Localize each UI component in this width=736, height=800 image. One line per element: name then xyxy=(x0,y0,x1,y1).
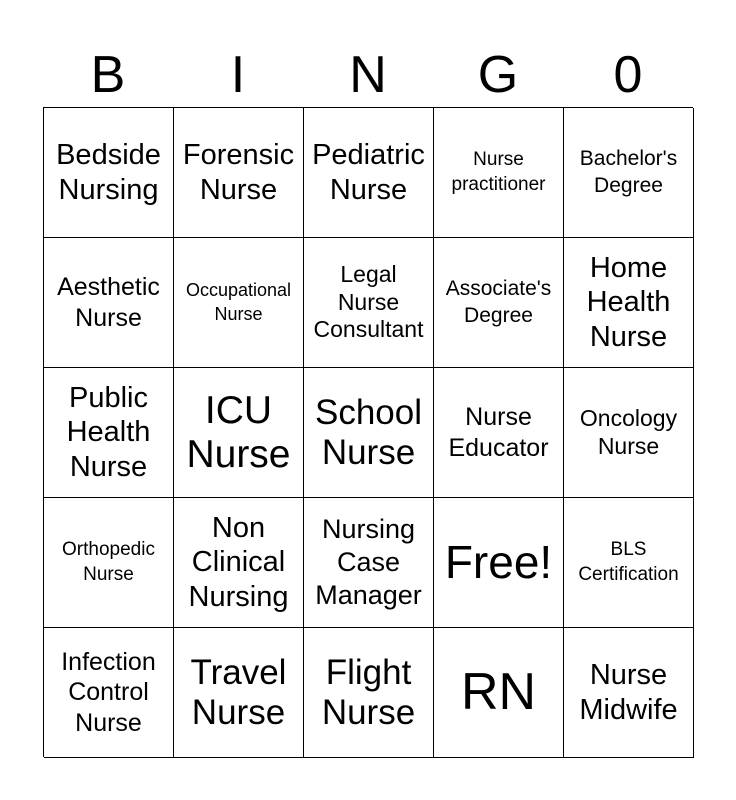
free-space-cell[interactable] xyxy=(434,498,564,628)
cell-label: Infection Control Nurse xyxy=(61,647,156,737)
cell-label: Pediatric Nurse xyxy=(312,139,425,206)
bingo-cell[interactable] xyxy=(434,368,564,498)
bingo-cell[interactable] xyxy=(434,628,564,758)
cell-label: Bedside Nursing xyxy=(56,139,161,206)
cell-label: RN xyxy=(460,662,537,721)
bingo-board xyxy=(43,107,693,757)
header-letter-g: G xyxy=(477,46,519,104)
cell-label: Nurse Midwife xyxy=(579,659,678,726)
bingo-cell[interactable] xyxy=(564,368,694,498)
header-letter-n: N xyxy=(349,46,387,104)
cell-label: Home Health Nurse xyxy=(586,252,671,353)
cell-label: Nurse Educator xyxy=(448,403,549,462)
bingo-cell[interactable] xyxy=(304,628,434,758)
cell-label: Forensic Nurse xyxy=(182,139,295,206)
bingo-cell[interactable] xyxy=(174,238,304,368)
bingo-cell[interactable] xyxy=(174,368,304,498)
bingo-cell[interactable] xyxy=(564,108,694,238)
cell-label: Bachelor's Degree xyxy=(579,147,678,197)
bingo-cell[interactable] xyxy=(564,628,694,758)
cell-label: School Nurse xyxy=(314,392,423,472)
bingo-cell[interactable] xyxy=(304,108,434,238)
bingo-cell[interactable] xyxy=(44,368,174,498)
cell-label: ICU Nurse xyxy=(186,388,291,476)
header-letter-i: I xyxy=(230,46,246,104)
bingo-cell[interactable] xyxy=(44,498,174,628)
cell-label: Flight Nurse xyxy=(321,652,416,732)
cell-label: Nursing Case Manager xyxy=(315,514,422,610)
cell-label: Associate's Degree xyxy=(445,277,552,327)
cell-label: Free! xyxy=(444,536,553,589)
bingo-cell[interactable] xyxy=(304,238,434,368)
bingo-cell[interactable] xyxy=(44,108,174,238)
bingo-cell[interactable] xyxy=(564,498,694,628)
cell-label: Occupational Nurse xyxy=(185,280,292,324)
cell-label: Legal Nurse Consultant xyxy=(313,261,424,343)
bingo-cell[interactable] xyxy=(304,498,434,628)
cell-label: Nurse practitioner xyxy=(451,148,546,195)
cell-label: Public Health Nurse xyxy=(66,382,151,483)
cell-label: Orthopedic Nurse xyxy=(62,538,155,585)
cell-label: BLS Certification xyxy=(578,538,679,585)
header-letter-o: 0 xyxy=(613,46,643,104)
bingo-header xyxy=(43,42,693,108)
bingo-cell[interactable] xyxy=(434,238,564,368)
bingo-cell[interactable] xyxy=(44,628,174,758)
bingo-cell[interactable] xyxy=(174,498,304,628)
bingo-cell[interactable] xyxy=(174,628,304,758)
cell-label: Non Clinical Nursing xyxy=(188,512,289,613)
cell-label: Oncology Nurse xyxy=(579,404,678,459)
cell-label: Aesthetic Nurse xyxy=(57,273,160,332)
bingo-cell[interactable] xyxy=(564,238,694,368)
bingo-cell[interactable] xyxy=(44,238,174,368)
bingo-cell[interactable] xyxy=(304,368,434,498)
bingo-cell[interactable] xyxy=(434,108,564,238)
bingo-cell[interactable] xyxy=(174,108,304,238)
cell-label: Travel Nurse xyxy=(190,652,287,732)
header-letter-b: B xyxy=(90,46,126,104)
